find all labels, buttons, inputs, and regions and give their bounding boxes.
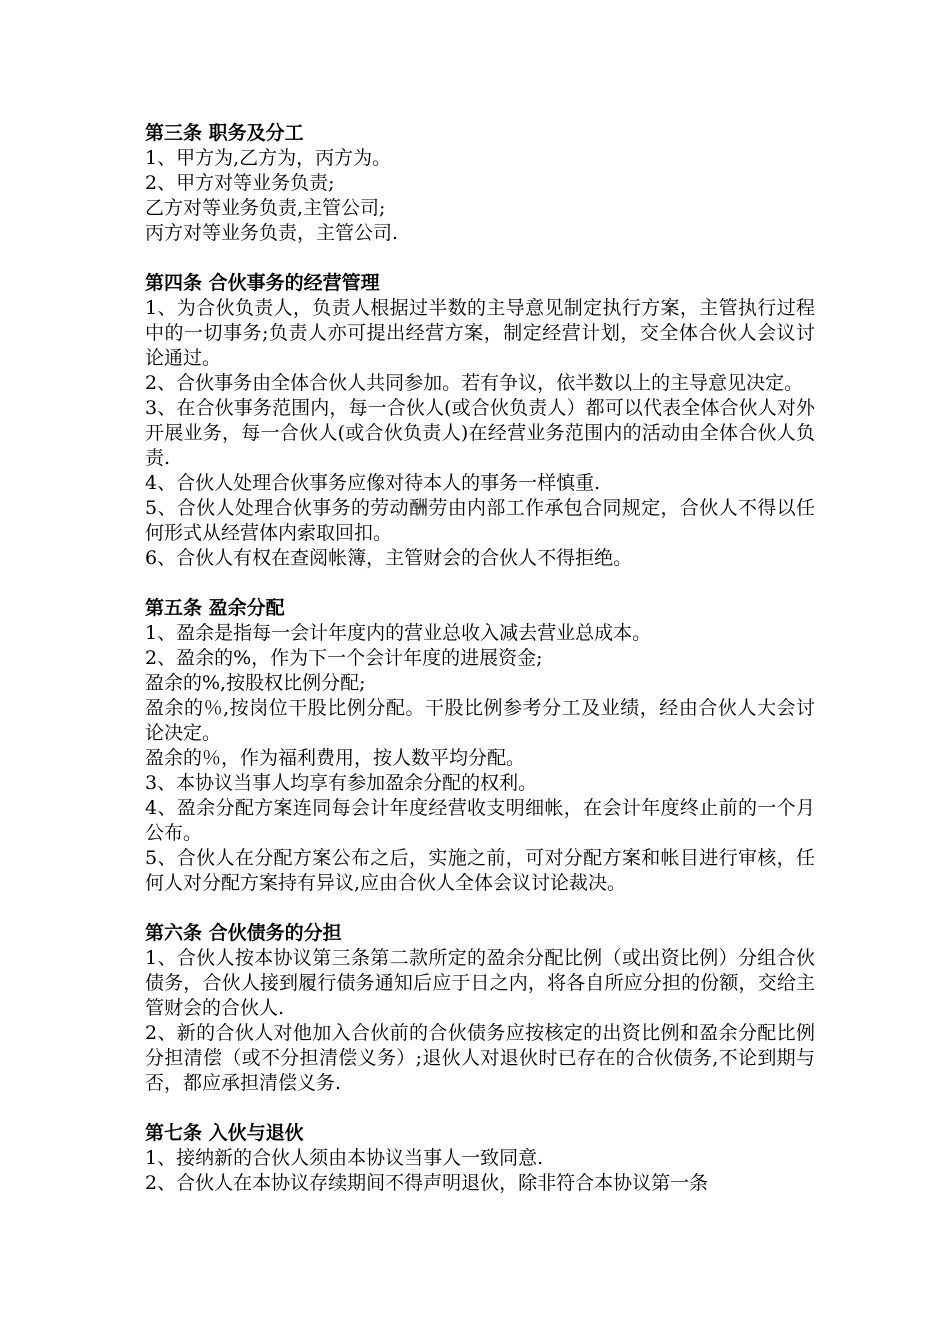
article-3-section bbox=[145, 121, 815, 246]
article-paragraph: 1、盈余是指每一会计年度内的营业总收入减去营业总成本。 bbox=[145, 622, 652, 644]
article-paragraph: 4、合伙人处理合伙事务应像对待本人的事务一样慎重. bbox=[145, 472, 601, 494]
article-paragraph: 盈余的%,按股权比例分配; bbox=[145, 672, 366, 694]
document-page bbox=[145, 121, 815, 1221]
article-paragraph: 乙方对等业务负责,主管公司; bbox=[145, 197, 386, 219]
article-6-section bbox=[145, 921, 815, 1096]
article-5-section bbox=[145, 596, 815, 896]
article-paragraph: 2、甲方对等业务负责; bbox=[145, 172, 335, 194]
article-heading: 第三条 职务及分工 bbox=[145, 122, 304, 144]
article-heading: 第五条 盈余分配 bbox=[145, 597, 285, 619]
article-paragraph: 1、为合伙负责人，负责人根据过半数的主导意见制定执行方案，主管执行过程中的一切事务;负责人亦可提出经营方案，制定经营计划，交全体合伙人会议讨论通过。 bbox=[145, 297, 815, 369]
article-paragraph: 盈余的％，作为福利费用，按人数平均分配。 bbox=[145, 747, 526, 769]
article-7-section bbox=[145, 1121, 815, 1196]
article-paragraph: 1、甲方为,乙方为，丙方为。 bbox=[145, 147, 392, 169]
article-paragraph: 丙方对等业务负责，主管公司. bbox=[145, 222, 399, 244]
article-paragraph: 6、合伙人有权在查阅帐簿，主管财会的合伙人不得拒绝。 bbox=[145, 547, 633, 569]
article-paragraph: 5、合伙人处理合伙事务的劳动酬劳由内部工作承包合同规定，合伙人不得以任何形式从经营体内索取回扣。 bbox=[145, 497, 815, 544]
article-paragraph: 1、合伙人按本协议第三条第二款所定的盈余分配比例（或出资比例）分组合伙债务，合伙人接到履行债务通知后应于日之内，将各自所应分担的份额，交给主管财会的合伙人. bbox=[145, 947, 815, 1019]
article-paragraph: 盈余的％,按岗位干股比例分配。干股比例参考分工及业绩，经由合伙人大会讨论决定。 bbox=[145, 697, 815, 744]
article-heading: 第七条 入伙与退伙 bbox=[145, 1122, 304, 1144]
article-paragraph: 3、本协议当事人均享有参加盈余分配的权利。 bbox=[145, 772, 538, 794]
article-4-section bbox=[145, 271, 815, 571]
article-heading: 第六条 合伙债务的分担 bbox=[145, 922, 342, 944]
article-paragraph: 2、合伙事务由全体合伙人共同参加。若有争议，依半数以上的主导意见决定。 bbox=[145, 372, 804, 394]
article-paragraph: 4、盈余分配方案连同每会计年度经营收支明细帐，在会计年度终止前的一个月公布。 bbox=[145, 797, 815, 844]
article-paragraph: 1、接纳新的合伙人须由本协议当事人一致同意. bbox=[145, 1147, 544, 1169]
article-paragraph: 2、合伙人在本协议存续期间不得声明退伙，除非符合本协议第一条 bbox=[145, 1172, 709, 1194]
article-paragraph: 5、合伙人在分配方案公布之后，实施之前，可对分配方案和帐目进行审核，任何人对分配方案持有异议,应由合伙人全体会议讨论裁决。 bbox=[145, 847, 815, 894]
article-paragraph: 2、新的合伙人对他加入合伙前的合伙债务应按核定的出资比例和盈余分配比例分担清偿（或不分担清偿义务）;退伙人对退伙时已存在的合伙债务,不论到期与否，都应承担清偿义务. bbox=[145, 1022, 815, 1094]
article-paragraph: 3、在合伙事务范围内，每一合伙人(或合伙负责人）都可以代表全体合伙人对外开展业务，每一合伙人(或合伙负责人)在经营业务范围内的活动由全体合伙人负责. bbox=[145, 397, 815, 469]
article-heading: 第四条 合伙事务的经营管理 bbox=[145, 272, 380, 294]
article-paragraph: 2、盈余的%，作为下一个会计年度的进展资金; bbox=[145, 647, 543, 669]
